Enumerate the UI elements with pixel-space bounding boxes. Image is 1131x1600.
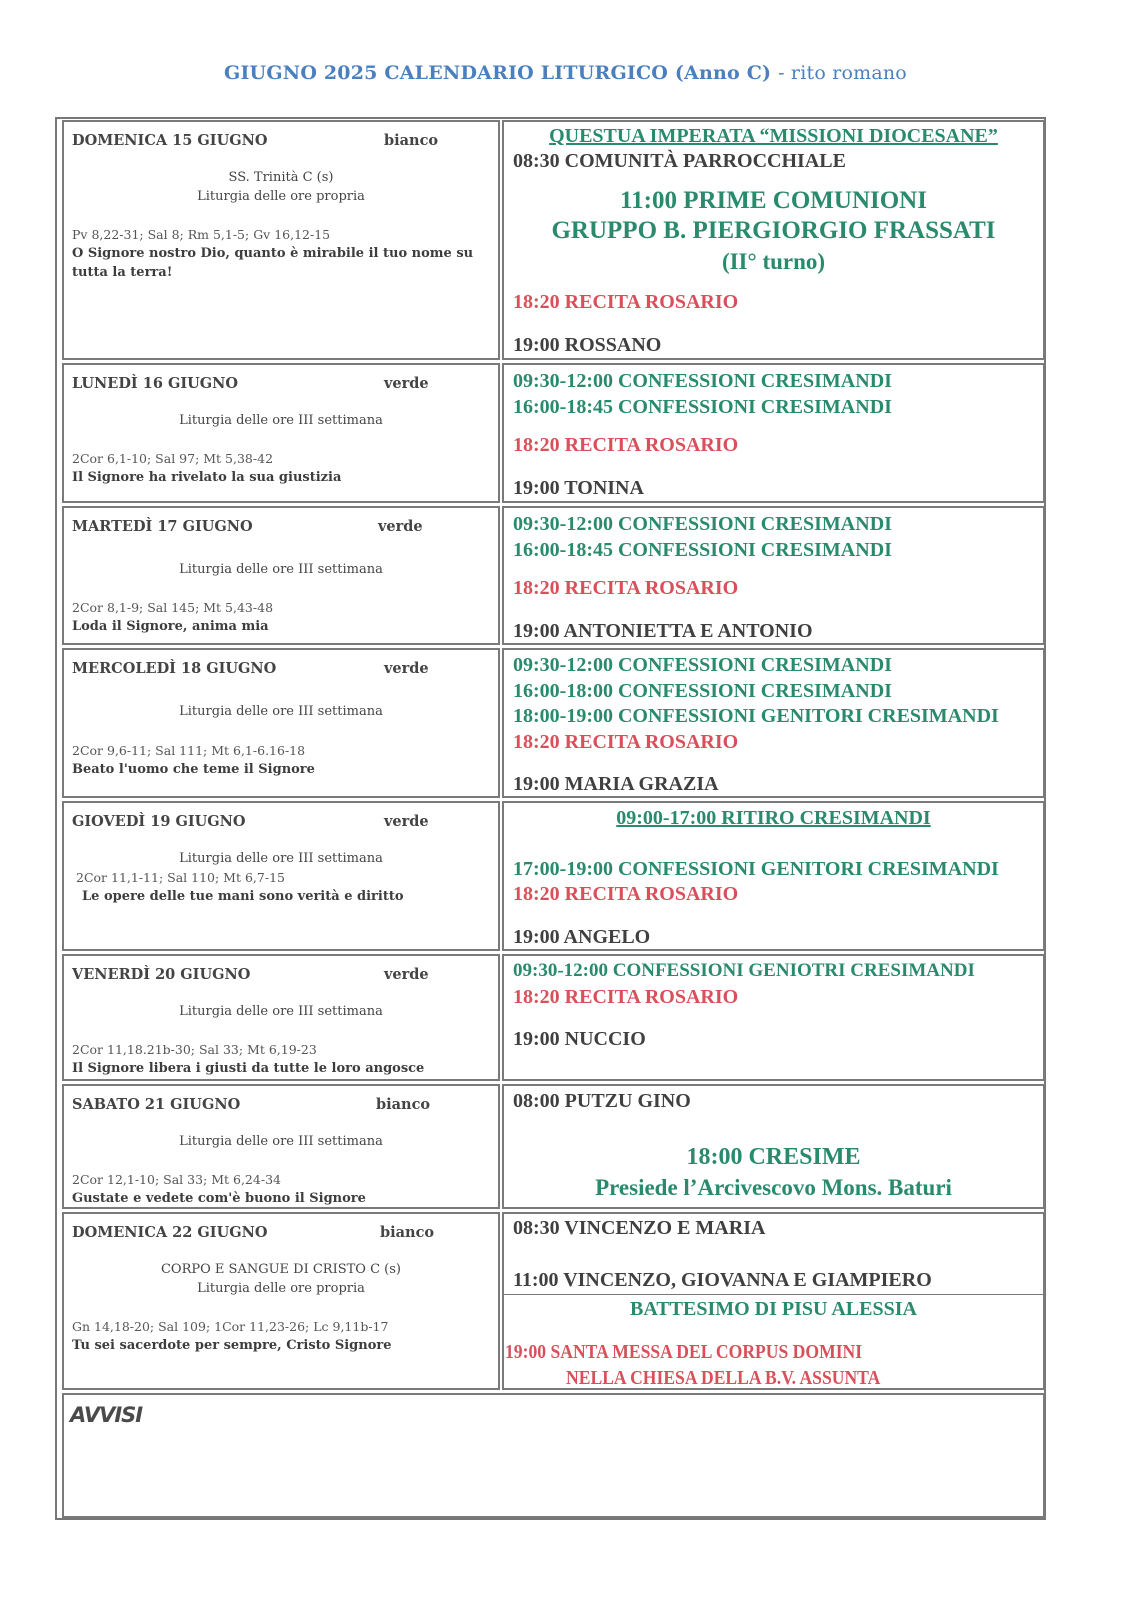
day-events-16 [502,363,1045,503]
day-heading: VENERDÌ 20 GIUGNO [72,966,251,983]
event-line: 19:00 MARIA GRAZIA [513,773,719,795]
event-line: 08:00 PUTZU GINO [513,1090,691,1112]
event-line: 18:20 RECITA ROSARIO [513,731,739,753]
liturgical-color: bianco [376,1096,431,1113]
event-line: BATTESIMO DI PISU ALESSIA [630,1298,917,1320]
day-info-17 [62,506,500,645]
antiphon: Il Signore libera i giusti da tutte le loro angosce [72,1061,425,1076]
feast-name: SS. Trinità C (s) [228,170,334,185]
day-events-15 [502,120,1045,360]
day-heading: DOMENICA 22 GIUGNO [72,1224,268,1241]
day-heading: GIOVEDÌ 19 GIUGNO [72,813,246,830]
antiphon: Il Signore ha rivelato la sua giustizia [72,470,342,485]
readings: 2Cor 6,1-10; Sal 97; Mt 5,38-42 [72,451,274,466]
event-line: 18:20 RECITA ROSARIO [513,883,739,905]
liturgy-hours: Liturgia delle ore propria [197,189,365,204]
event-line: 09:30-12:00 CONFESSIONI CRESIMANDI [513,370,892,392]
event-line: GRUPPO B. PIERGIORGIO FRASSATI [551,217,996,244]
readings: 2Cor 9,6-11; Sal 111; Mt 6,1-6.16-18 [72,743,306,758]
readings: Gn 14,18-20; Sal 109; 1Cor 11,23-26; Lc 9,11b-17 [72,1319,389,1334]
event-line: 11:00 VINCENZO, GIOVANNA E GIAMPIERO [513,1269,932,1291]
antiphon: Gustate e vedete com'è buono il Signore [72,1191,366,1206]
antiphon: Tu sei sacerdote per sempre, Cristo Signore [72,1338,392,1353]
day-info-22 [62,1212,500,1390]
liturgical-color: bianco [380,1224,435,1241]
event-line: 18:20 RECITA ROSARIO [513,986,739,1008]
event-line: 08:30 VINCENZO E MARIA [513,1217,766,1239]
event-line: 19:00 ROSSANO [513,334,662,356]
day-info-20 [62,954,500,1081]
event-line: 09:30-12:00 CONFESSIONI CRESIMANDI [513,654,892,676]
liturgy-hours: Liturgia delle ore III settimana [179,1134,383,1149]
title-suffix: - rito romano [778,62,907,84]
antiphon: O Signore nostro Dio, quanto è mirabile il tuo nome su tutta la terra! [72,246,474,280]
day-heading: DOMENICA 15 GIUGNO [72,132,268,149]
page-title [0,62,1131,84]
event-line: 11:00 PRIME COMUNIONI [620,187,927,214]
event-line: 09:00-17:00 RITIRO CRESIMANDI [616,807,931,829]
day-heading: LUNEDÌ 16 GIUGNO [72,375,239,392]
event-line: (II° turno) [721,249,826,274]
day-heading: SABATO 21 GIUGNO [72,1096,241,1113]
liturgy-hours: Liturgia delle ore III settimana [179,851,383,866]
notices-heading: AVVISI [70,1403,143,1427]
event-line: 18:00-19:00 CONFESSIONI GENITORI CRESIMANDI [513,705,999,727]
event-line: 09:30-12:00 CONFESSIONI CRESIMANDI [513,513,892,535]
title-main: GIUGNO 2025 CALENDARIO LITURGICO (Anno C) [224,62,772,84]
readings: 2Cor 11,1-11; Sal 110; Mt 6,7-15 [76,870,285,885]
liturgical-color: verde [384,660,429,677]
day-info-16 [62,363,500,503]
event-line: 09:30-12:00 CONFESSIONI GENIOTRI CRESIMANDI [513,960,975,981]
liturgical-color: verde [378,518,423,535]
event-line: 18:00 CRESIME [686,1144,861,1170]
event-line: 19:00 NUCCIO [513,1028,646,1050]
event-line: 08:30 COMUNITÀ PARROCCHIALE [513,150,846,172]
event-line: 16:00-18:45 CONFESSIONI CRESIMANDI [513,396,892,418]
liturgy-hours: Liturgia delle ore propria [197,1281,365,1296]
event-line: 17:00-19:00 CONFESSIONI GENITORI CRESIMANDI [513,858,999,880]
event-line: Presiede l’Arcivescovo Mons. Baturi [595,1175,952,1200]
liturgical-color: verde [384,813,429,830]
feast-name: CORPO E SANGUE DI CRISTO C (s) [160,1262,401,1277]
antiphon: Beato l'uomo che teme il Signore [72,762,315,777]
day-heading: MERCOLEDÌ 18 GIUGNO [72,660,277,677]
event-line: 19:00 ANGELO [513,926,651,948]
day-info-18 [62,648,500,798]
event-line: QUESTUA IMPERATA “MISSIONI DIOCESANE” [549,125,998,147]
day-info-15 [62,120,500,360]
readings: 2Cor 8,1-9; Sal 145; Mt 5,43-48 [72,600,274,615]
readings: 2Cor 12,1-10; Sal 33; Mt 6,24-34 [72,1172,281,1187]
event-line: 16:00-18:45 CONFESSIONI CRESIMANDI [513,539,892,561]
day-events-17 [502,506,1045,645]
event-line: 18:20 RECITA ROSARIO [513,577,739,599]
event-line: 18:20 RECITA ROSARIO [513,291,739,313]
readings: 2Cor 11,18.21b-30; Sal 33; Mt 6,19-23 [72,1042,317,1057]
day-heading: MARTEDÌ 17 GIUGNO [72,518,253,535]
event-line: NELLA CHIESA DELLA B.V. ASSUNTA [566,1367,881,1389]
day-events-20 [502,954,1045,1081]
event-line: 19:00 ANTONIETTA E ANTONIO [513,620,813,642]
notices-box [62,1393,1045,1518]
event-line: 19:00 SANTA MESSA DEL CORPUS DOMINI [505,1341,863,1363]
liturgical-color: bianco [384,132,439,149]
antiphon: Loda il Signore, anima mia [72,619,269,634]
divider [504,1294,1043,1295]
day-events-21 [502,1084,1045,1209]
liturgical-color: verde [384,375,429,392]
event-line: 16:00-18:00 CONFESSIONI CRESIMANDI [513,680,892,702]
day-events-22 [502,1212,1045,1390]
day-info-19 [62,801,500,951]
event-line: 19:00 TONINA [513,477,644,499]
liturgy-hours: Liturgia delle ore III settimana [179,704,383,719]
readings: Pv 8,22-31; Sal 8; Rm 5,1-5; Gv 16,12-15 [72,227,331,242]
day-info-21 [62,1084,500,1209]
antiphon: Le opere delle tue mani sono verità e diritto [82,889,404,904]
day-events-19 [502,801,1045,951]
event-line: 18:20 RECITA ROSARIO [513,434,739,456]
liturgy-hours: Liturgia delle ore III settimana [179,562,383,577]
liturgy-hours: Liturgia delle ore III settimana [179,413,383,428]
day-events-18 [502,648,1045,798]
liturgical-color: verde [384,966,429,983]
liturgy-hours: Liturgia delle ore III settimana [179,1004,383,1019]
